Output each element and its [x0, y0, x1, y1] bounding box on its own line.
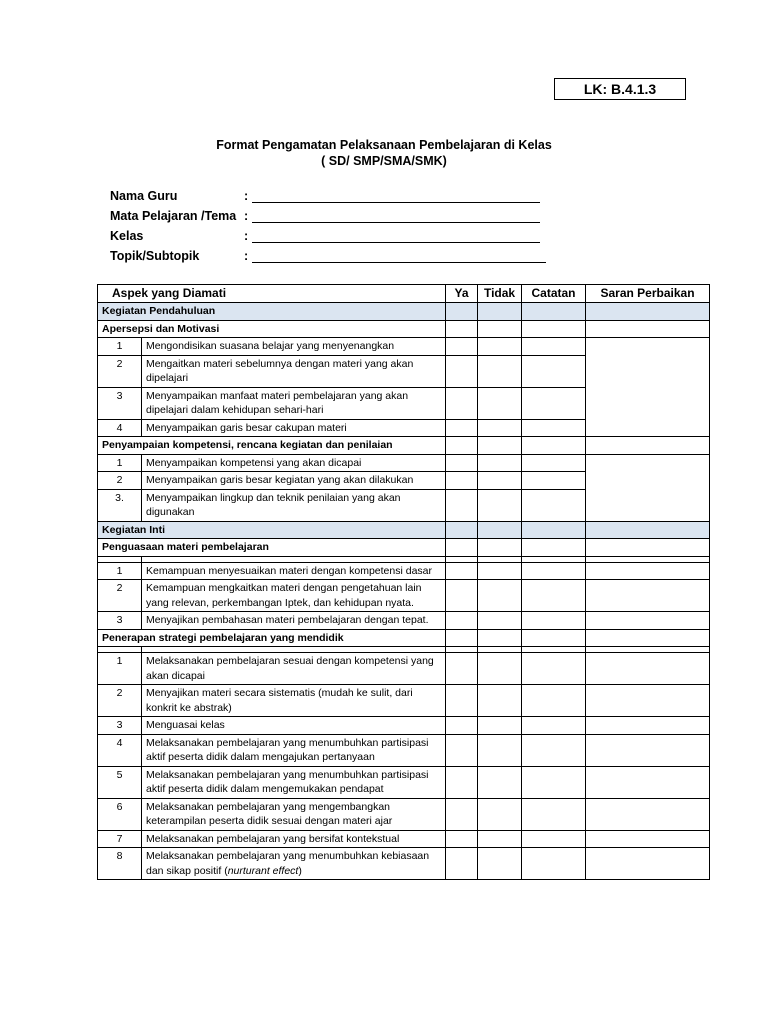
- item-text-main: Menyampaikan garis besar cakupan materi: [146, 421, 347, 434]
- answer-cell[interactable]: [478, 454, 522, 472]
- subsection-row: [98, 437, 710, 455]
- answer-cell[interactable]: [522, 303, 586, 321]
- table-row: [98, 717, 710, 735]
- subsection-title: Penguasaan materi pembelajaran: [98, 539, 446, 557]
- item-text: [142, 717, 446, 735]
- answer-cell[interactable]: [522, 419, 586, 437]
- field-separator: :: [244, 209, 249, 223]
- answer-cell[interactable]: [446, 685, 478, 717]
- item-number: 6: [98, 798, 142, 830]
- answer-cell[interactable]: [522, 355, 586, 387]
- field-separator: :: [244, 189, 249, 203]
- answer-cell[interactable]: [478, 539, 522, 557]
- table-row: [98, 580, 710, 612]
- item-text: [142, 355, 446, 387]
- table-row: [98, 612, 710, 630]
- answer-cell[interactable]: [446, 717, 478, 735]
- saran-cell[interactable]: [586, 437, 710, 455]
- item-text: [142, 734, 446, 766]
- header-catatan: Catatan: [522, 285, 586, 303]
- item-text-main: Menguasai kelas: [146, 719, 225, 731]
- field-separator: :: [244, 249, 249, 263]
- field-kelas: [110, 226, 546, 246]
- item-text-main: Mengaitkan materi sebelumnya dengan materi yang akan dipelajari: [146, 357, 414, 384]
- saran-cell[interactable]: [586, 734, 710, 766]
- item-text-main: Melaksanakan pembelajaran yang bersifat kontekstual: [146, 832, 400, 845]
- answer-cell[interactable]: [522, 580, 586, 612]
- item-text-suffix: ): [298, 864, 302, 877]
- answer-cell[interactable]: [522, 387, 586, 419]
- item-text: [142, 419, 446, 437]
- item-number: 3: [98, 612, 142, 630]
- item-text: [142, 472, 446, 490]
- answer-cell[interactable]: [446, 454, 478, 472]
- item-text-main: Melaksanakan pembelajaran yang menumbuhkan partisipasi aktif peserta didik dalam mengemukakan pendapat: [146, 768, 429, 795]
- field-nama-guru: [110, 186, 546, 206]
- answer-cell[interactable]: [446, 387, 478, 419]
- subsection-title: Apersepsi dan Motivasi: [98, 320, 446, 338]
- item-text: [142, 454, 446, 472]
- item-text: [142, 830, 446, 848]
- answer-cell[interactable]: [446, 734, 478, 766]
- section-title: Kegiatan Inti: [98, 521, 446, 539]
- item-text-main: Menyampaikan lingkup dan teknik penilaian yang akan digunakan: [146, 491, 401, 518]
- fill-line[interactable]: [252, 250, 546, 263]
- answer-cell[interactable]: [478, 320, 522, 338]
- answer-cell[interactable]: [586, 521, 710, 539]
- table-row: [98, 685, 710, 717]
- item-text-main: Melaksanakan pembelajaran yang menumbuhkan partisipasi aktif peserta didik dalam mengajukan pertanyaan: [146, 736, 429, 763]
- header-saran: Saran Perbaikan: [586, 285, 710, 303]
- item-text-main: Menyampaikan garis besar kegiatan yang akan dilakukan: [146, 474, 414, 486]
- answer-cell[interactable]: [478, 717, 522, 735]
- section-row: [98, 303, 710, 321]
- form-code-box: LK: B.4.1.3: [554, 78, 686, 100]
- answer-cell[interactable]: [522, 766, 586, 798]
- subsection-row: [98, 320, 710, 338]
- answer-cell[interactable]: [446, 629, 478, 647]
- item-number: 1: [98, 338, 142, 356]
- item-number: 2: [98, 355, 142, 387]
- answer-cell[interactable]: [522, 798, 586, 830]
- answer-cell[interactable]: [522, 454, 586, 472]
- answer-cell[interactable]: [446, 472, 478, 490]
- answer-cell[interactable]: [522, 489, 586, 521]
- answer-cell[interactable]: [446, 355, 478, 387]
- field-label: Mata Pelajaran /Tema: [110, 209, 237, 223]
- observation-table: [97, 284, 710, 880]
- answer-cell[interactable]: [586, 303, 710, 321]
- saran-cell[interactable]: [586, 320, 710, 338]
- item-number: 3: [98, 387, 142, 419]
- saran-cell[interactable]: [586, 766, 710, 798]
- item-text-main: Kemampuan menyesuaikan materi dengan kompetensi dasar: [146, 564, 432, 577]
- item-number: 2: [98, 472, 142, 490]
- header-aspek: Aspek yang Diamati: [98, 285, 446, 303]
- answer-cell[interactable]: [522, 437, 586, 455]
- item-text: [142, 685, 446, 717]
- table-row: [98, 734, 710, 766]
- fill-line[interactable]: [252, 190, 540, 203]
- item-number: 8: [98, 848, 142, 880]
- answer-cell[interactable]: [478, 437, 522, 455]
- document-title: Format Pengamatan Pelaksanaan Pembelajaran di Kelas: [216, 138, 552, 152]
- answer-cell[interactable]: [446, 437, 478, 455]
- fill-line[interactable]: [252, 230, 540, 243]
- saran-cell[interactable]: [586, 685, 710, 717]
- field-separator: :: [244, 229, 249, 243]
- answer-cell[interactable]: [446, 539, 478, 557]
- answer-cell[interactable]: [522, 338, 586, 356]
- saran-cell[interactable]: [586, 612, 710, 630]
- table-row: [98, 766, 710, 798]
- answer-cell[interactable]: [446, 798, 478, 830]
- answer-cell[interactable]: [478, 419, 522, 437]
- answer-cell[interactable]: [478, 653, 522, 685]
- answer-cell[interactable]: [446, 580, 478, 612]
- answer-cell[interactable]: [522, 539, 586, 557]
- item-text: [142, 580, 446, 612]
- answer-cell[interactable]: [522, 521, 586, 539]
- field-label: Topik/Subtopik: [110, 249, 200, 263]
- saran-cell[interactable]: [586, 830, 710, 848]
- item-text-main: Kemampuan mengkaitkan materi dengan pengetahuan lain yang relevan, perkembangan Iptek, dan kehidupan nyata.: [146, 582, 422, 609]
- answer-cell[interactable]: [446, 562, 478, 580]
- item-text-main: Menyajikan pembahasan materi pembelajaran dengan tepat.: [146, 614, 429, 626]
- answer-cell[interactable]: [478, 562, 522, 580]
- answer-cell[interactable]: [522, 472, 586, 490]
- answer-cell[interactable]: [478, 766, 522, 798]
- answer-cell[interactable]: [446, 419, 478, 437]
- answer-cell[interactable]: [478, 798, 522, 830]
- answer-cell[interactable]: [478, 472, 522, 490]
- item-text-italic: nurturant effect: [227, 864, 299, 877]
- item-text-main: Melaksanakan pembelajaran yang menumbuhkan kebiasaan dan sikap positif (: [146, 850, 430, 877]
- item-text-main: Menyampaikan kompetensi yang akan dicapai: [146, 456, 362, 469]
- answer-cell[interactable]: [478, 848, 522, 880]
- answer-cell[interactable]: [478, 521, 522, 539]
- field-topik: [110, 246, 546, 266]
- document-subtitle: ( SD/ SMP/SMA/SMK): [321, 154, 447, 168]
- saran-cell-merged[interactable]: [586, 454, 710, 521]
- answer-cell[interactable]: [478, 830, 522, 848]
- table-row: [98, 848, 710, 880]
- table-row: [98, 454, 710, 472]
- saran-cell[interactable]: [586, 629, 710, 647]
- item-text-main: Mengondisikan suasana belajar yang menyenangkan: [146, 340, 395, 352]
- answer-cell[interactable]: [478, 734, 522, 766]
- saran-cell[interactable]: [586, 653, 710, 685]
- field-mata-pelajaran: [110, 206, 546, 226]
- item-text: [142, 562, 446, 580]
- saran-cell[interactable]: [586, 798, 710, 830]
- answer-cell[interactable]: [478, 629, 522, 647]
- answer-cell[interactable]: [522, 848, 586, 880]
- answer-cell[interactable]: [522, 612, 586, 630]
- item-text: [142, 798, 446, 830]
- header-ya: Ya: [446, 285, 478, 303]
- answer-cell[interactable]: [446, 320, 478, 338]
- answer-cell[interactable]: [446, 653, 478, 685]
- table-row: [98, 338, 710, 356]
- item-text-main: Melaksanakan pembelajaran yang mengembangkan keterampilan peserta didik sesuai dengan materi ajar: [146, 800, 393, 827]
- answer-cell[interactable]: [446, 303, 478, 321]
- answer-cell[interactable]: [522, 629, 586, 647]
- item-number: 2: [98, 685, 142, 717]
- item-number: 4: [98, 734, 142, 766]
- item-text: [142, 653, 446, 685]
- field-label: Nama Guru: [110, 189, 178, 203]
- answer-cell[interactable]: [522, 685, 586, 717]
- subsection-title: Penerapan strategi pembelajaran yang mendidik: [98, 629, 446, 647]
- saran-cell[interactable]: [586, 539, 710, 557]
- item-text: [142, 848, 446, 880]
- saran-cell[interactable]: [586, 848, 710, 880]
- answer-cell[interactable]: [522, 653, 586, 685]
- item-text-main: Menyajikan materi secara sistematis (mudah ke sulit, dari konkrit ke abstrak): [146, 687, 413, 714]
- field-label: Kelas: [110, 229, 144, 243]
- answer-cell[interactable]: [478, 338, 522, 356]
- item-text: [142, 612, 446, 630]
- answer-cell[interactable]: [522, 717, 586, 735]
- answer-cell[interactable]: [446, 338, 478, 356]
- subsection-row: [98, 629, 710, 647]
- answer-cell[interactable]: [478, 387, 522, 419]
- item-number: 1: [98, 454, 142, 472]
- answer-cell[interactable]: [478, 685, 522, 717]
- table-header-row: [98, 285, 710, 303]
- fill-line[interactable]: [252, 210, 540, 223]
- answer-cell[interactable]: [478, 612, 522, 630]
- item-text: [142, 489, 446, 521]
- table-row: [98, 830, 710, 848]
- item-number: 7: [98, 830, 142, 848]
- answer-cell[interactable]: [522, 562, 586, 580]
- saran-cell[interactable]: [586, 717, 710, 735]
- section-title: Kegiatan Pendahuluan: [98, 303, 446, 321]
- saran-cell[interactable]: [586, 580, 710, 612]
- item-number: 3.: [98, 489, 142, 521]
- table-row: [98, 653, 710, 685]
- answer-cell[interactable]: [478, 580, 522, 612]
- header-tidak: Tidak: [478, 285, 522, 303]
- item-number: 4: [98, 419, 142, 437]
- item-number: 1: [98, 653, 142, 685]
- answer-cell[interactable]: [478, 489, 522, 521]
- item-number: 1: [98, 562, 142, 580]
- item-text: [142, 338, 446, 356]
- answer-cell[interactable]: [478, 355, 522, 387]
- answer-cell[interactable]: [446, 830, 478, 848]
- answer-cell[interactable]: [446, 848, 478, 880]
- table-row: [98, 562, 710, 580]
- table-row: [98, 798, 710, 830]
- answer-cell[interactable]: [522, 734, 586, 766]
- section-row: [98, 521, 710, 539]
- answer-cell[interactable]: [446, 766, 478, 798]
- item-text: [142, 766, 446, 798]
- item-text-main: Melaksanakan pembelajaran sesuai dengan kompetensi yang akan dicapai: [146, 655, 434, 682]
- answer-cell[interactable]: [446, 612, 478, 630]
- item-text-main: Menyampaikan manfaat materi pembelajaran yang akan dipelajari dalam kehidupan sehari-hari: [146, 389, 409, 416]
- answer-cell[interactable]: [446, 521, 478, 539]
- answer-cell[interactable]: [522, 320, 586, 338]
- answer-cell[interactable]: [446, 489, 478, 521]
- subsection-row: [98, 539, 710, 557]
- subsection-title: Penyampaian kompetensi, rencana kegiatan dan penilaian: [98, 437, 446, 455]
- answer-cell[interactable]: [478, 303, 522, 321]
- saran-cell-merged[interactable]: [586, 338, 710, 437]
- item-number: 3: [98, 717, 142, 735]
- item-number: 2: [98, 580, 142, 612]
- item-number: 5: [98, 766, 142, 798]
- item-text: [142, 387, 446, 419]
- saran-cell[interactable]: [586, 562, 710, 580]
- identity-fields: [110, 186, 546, 266]
- answer-cell[interactable]: [522, 830, 586, 848]
